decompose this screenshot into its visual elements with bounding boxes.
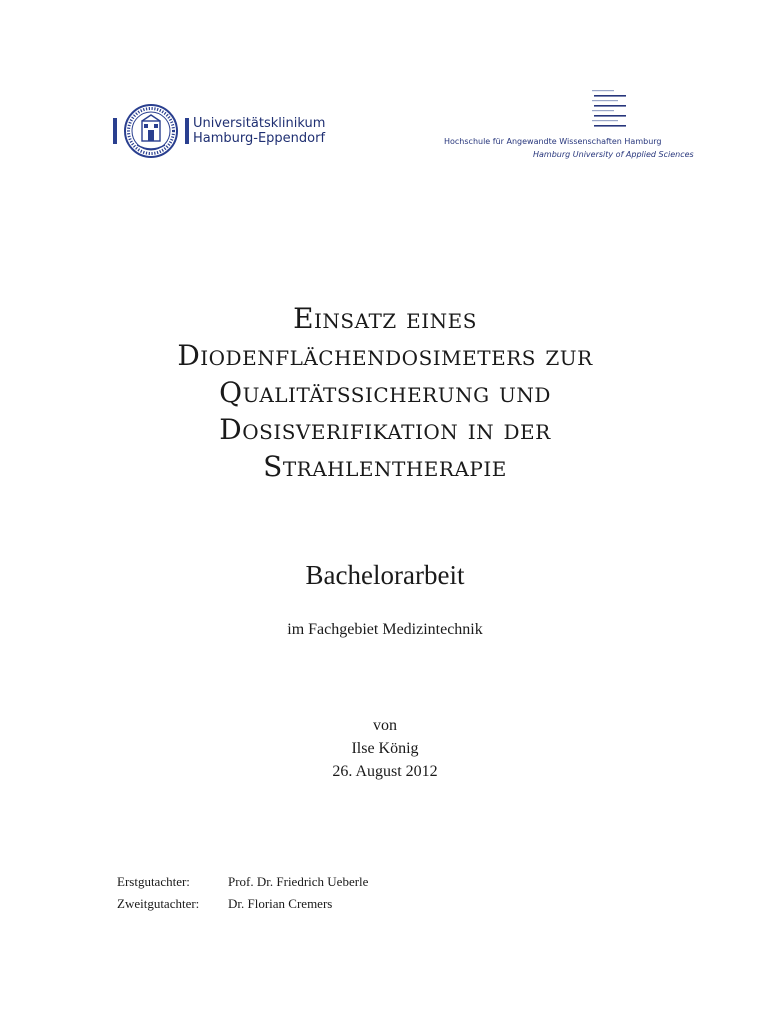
university-seal-icon — [123, 103, 179, 159]
submission-date: 26. August 2012 — [332, 763, 438, 780]
haw-lines-icon — [592, 88, 628, 132]
title-line: Qualitätssicherung und — [219, 376, 551, 409]
referee-name: Dr. Florian Cremers — [228, 896, 333, 911]
title-line: Diodenflächendosimeters zur — [177, 339, 593, 372]
referees — [117, 871, 368, 915]
haw-name-german: Hochschule für Angewandte Wissenschaften Hamburg — [444, 137, 662, 146]
uke-right-bar — [185, 118, 189, 144]
author-name: Ilse König — [351, 740, 419, 757]
referee-row — [117, 871, 368, 893]
author-by: von — [373, 717, 397, 734]
uke-name — [193, 116, 325, 146]
uke-name-line1: Universitätsklinikum — [193, 116, 326, 131]
title-line: Dosisverifikation in der — [219, 413, 551, 446]
haw-logo — [444, 88, 694, 163]
title-line: Strahlentherapie — [263, 450, 507, 483]
referee-role: Zweitgutachter: — [117, 896, 200, 911]
document-type: Bachelorarbeit — [305, 560, 465, 590]
thesis-title — [0, 300, 770, 485]
haw-name-english: Hamburg University of Applied Sciences — [533, 150, 694, 159]
referee-name: Prof. Dr. Friedrich Ueberle — [228, 874, 369, 889]
uke-logo — [113, 102, 325, 160]
author-block — [0, 714, 770, 783]
uke-name-line2: Hamburg-Eppendorf — [193, 131, 326, 146]
uke-left-bar — [113, 118, 117, 144]
referee-row — [117, 893, 368, 915]
title-line: Einsatz eines — [293, 302, 477, 335]
referee-role: Erstgutachter: — [117, 874, 190, 889]
subject-area: im Fachgebiet Medizintechnik — [287, 621, 483, 638]
